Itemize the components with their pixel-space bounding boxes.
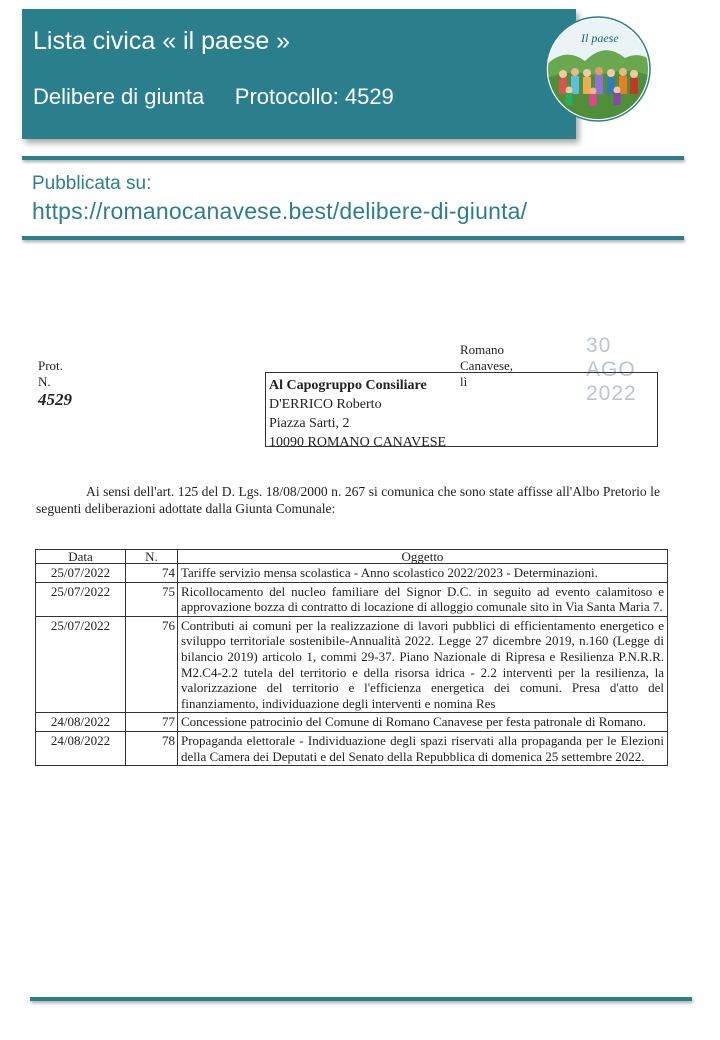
recipient-role: Al Capogruppo Consiliare [269,378,427,393]
header-banner [22,9,576,139]
intro-paragraph: Ai sensi dell'art. 125 del D. Lgs. 18/08/2000 n. 267 si comunica che sono state affisse all'Albo Pretorio le seguenti deliberazioni adottate dalla Giunta Comunale: [36,484,660,516]
protocol-line [38,358,72,410]
row-subject: Propaganda elettorale - Individuazione degli spazi riservati alla propaganda per le Elezioni della Camera dei Deputati e del Senato della Repubblica di domenica 25 settembre 2022. [178,731,668,765]
header-subject: Oggetto [178,550,668,564]
header-date: Data [36,550,126,564]
row-subject: Tariffe servizio mensa scolastica - Anno scolastico 2022/2023 - Determinazioni. [178,564,668,583]
letter-place: Romano Canavese, lì [460,342,514,389]
row-date: 25/07/2022 [36,582,126,616]
recipient-city: 10090 ROMANO CANAVESE [269,435,447,450]
header-subtitle [33,84,394,110]
row-subject: Ricollocamento del nucleo familiare del Signor D.C. in seguito ad evento calamitoso e approvazione bozza di contratto di locazione di alloggio comunale sito in Via Santa Maria 7. [178,582,668,616]
logo-il-paese [545,16,651,122]
table-row [36,564,668,583]
table-row [36,582,668,616]
row-number: 74 [126,564,178,583]
logo-text: Il paese [581,31,619,45]
divider-bottom [30,997,692,1001]
row-subject: Contributi ai comuni per la realizzazione di lavori pubblici di efficientamento energetico e sviluppo territoriale sostenibile-Annualità 2022. Legge 27 dicembre 2019, n.160 (Legge di bilancio 2019) articolo 1, commi 29-37. Piano Nazionale di Ripresa e Resilienza P.N.R.R. M2.C4-2.2 tutela del territorio e della risorsa idrica - 2.2 interventi per la resilienza, la valorizzazione del territorio e l'efficienza energetica dei comuni. Presa d'atto del finanziamento, individuazione degli interventi e nomina Res [178,616,668,713]
table-row [36,713,668,732]
protocol-number: 4529 [38,390,72,409]
row-number: 76 [126,616,178,713]
date-stamp: 30 AGO 2022 [586,334,637,405]
recipient-name: D'ERRICO Roberto [269,397,382,412]
header-title: Lista civica « il paese » [33,27,291,55]
table-row [36,616,668,713]
table-header-row [36,550,668,564]
header-protocol: Protocollo: 4529 [234,84,394,109]
row-date: 24/08/2022 [36,713,126,732]
header-number: N. [126,550,178,564]
publication-label: Pubblicata su: [32,173,152,194]
row-number: 77 [126,713,178,732]
row-date: 25/07/2022 [36,564,126,583]
recipient-street: Piazza Sarti, 2 [269,416,350,431]
protocol-label: Prot. N. [38,358,63,389]
divider-middle [22,236,684,240]
row-date: 24/08/2022 [36,731,126,765]
publication-url[interactable]: https://romanocanavese.best/delibere-di-giunta/ [32,198,528,224]
row-number: 78 [126,731,178,765]
header-subtitle-section: Delibere di giunta [33,84,205,109]
row-subject: Concessione patrocinio del Comune di Romano Canavese per festa patronale di Romano. [178,713,668,732]
row-number: 75 [126,582,178,616]
deliberations-table [35,549,668,766]
row-date: 25/07/2022 [36,616,126,713]
table-row [36,731,668,765]
recipient-box [265,372,658,450]
divider-top [22,156,684,160]
